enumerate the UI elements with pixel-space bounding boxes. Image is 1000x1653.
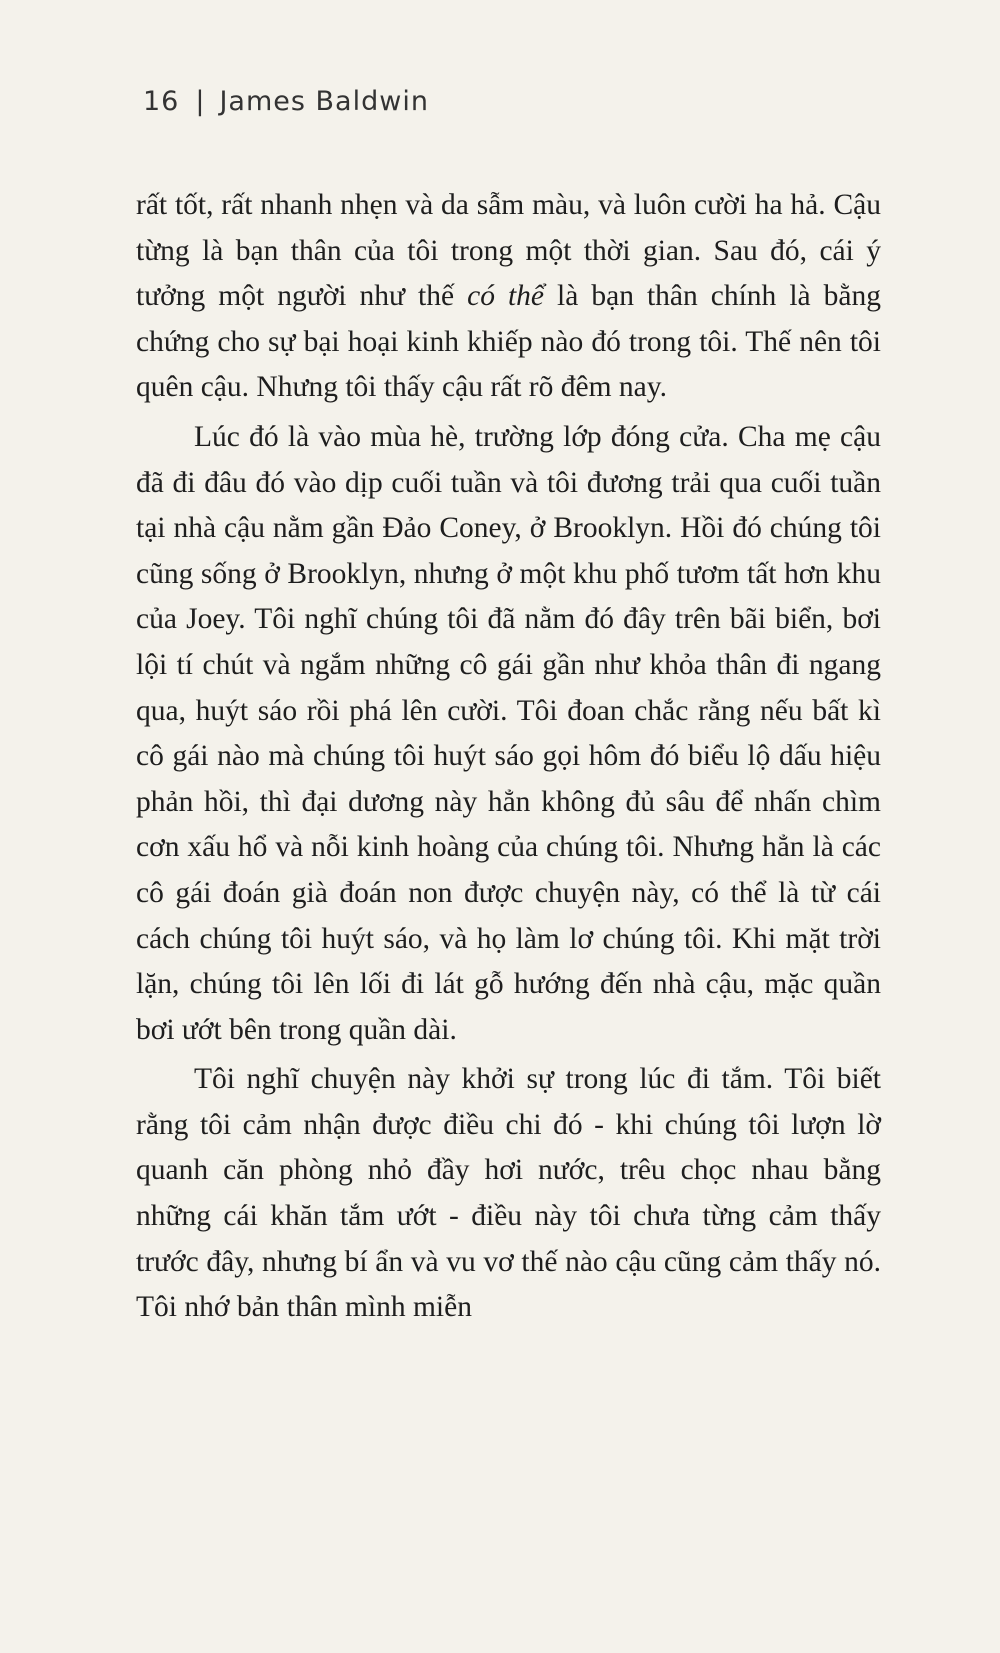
- paragraph-1-text-b: là bạn thân chính là bằng chứng cho sự bại hoại kinh khiếp nào đó trong tôi. Thế nên tôi quên cậu. Nhưng tôi thấy cậu rất rõ đêm nay.: [136, 280, 881, 404]
- author-name: James Baldwin: [219, 86, 429, 117]
- paragraph-2: Lúc đó là vào mùa hè, trường lớp đóng cửa. Cha mẹ cậu đã đi đâu đó vào dịp cuối tuần và tôi đương trải qua cuối tuần tại nhà cậu nằm gần Đảo Coney, ở Brooklyn. Hồi đó chúng tôi cũng sống ở Brooklyn, nhưng ở một khu phố tươm tất hơn khu của Joey. Tôi nghĩ chúng tôi đã nằm đó đây trên bãi biển, bơi lội tí chút và ngắm những cô gái gần như khỏa thân đi ngang qua, huýt sáo rồi phá lên cười. Tôi đoan chắc rằng nếu bất kì cô gái nào mà chúng tôi huýt sáo gọi hôm đó biểu lộ dấu hiệu phản hồi, thì đại dương này hẳn không đủ sâu để nhấn chìm cơn xấu hổ và nỗi kinh hoàng của chúng tôi. Nhưng hẳn là các cô gái đoán già đoán non được chuyện này, có thể là từ cái cách chúng tôi huýt sáo, và họ làm lơ chúng tôi. Khi mặt trời lặn, chúng tôi lên lối đi lát gỗ hướng đến nhà cậu, mặc quần bơi ướt bên trong quần dài.: [136, 420, 881, 1046]
- page-number: 16: [143, 86, 180, 117]
- paragraph-1-italic: có thể: [467, 280, 545, 313]
- paragraph-3: Tôi nghĩ chuyện này khởi sự trong lúc đi tắm. Tôi biết rằng tôi cảm nhận được điều chi đó - khi chúng tôi lượn lờ quanh căn phòng nhỏ đầy hơi nước, trêu chọc nhau bằng những cái khăn tắm ướt - điều này tôi chưa từng cảm thấy trước đây, nhưng bí ẩn và vu vơ thế nào cậu cũng cảm thấy nó. Tôi nhớ bản thân mình miễn: [136, 1063, 881, 1324]
- header-separator: |: [195, 86, 206, 117]
- running-header: [143, 86, 429, 117]
- paragraph-1: [136, 183, 881, 411]
- body-text: [136, 183, 881, 1331]
- paragraph-1-text-a: rất tốt, rất nhanh nhẹn và da sẫm màu, và luôn cười ha hả. Cậu từng là bạn thân của tôi trong một thời gian. Sau đó, cái ý tưởng một người như thế: [136, 189, 881, 313]
